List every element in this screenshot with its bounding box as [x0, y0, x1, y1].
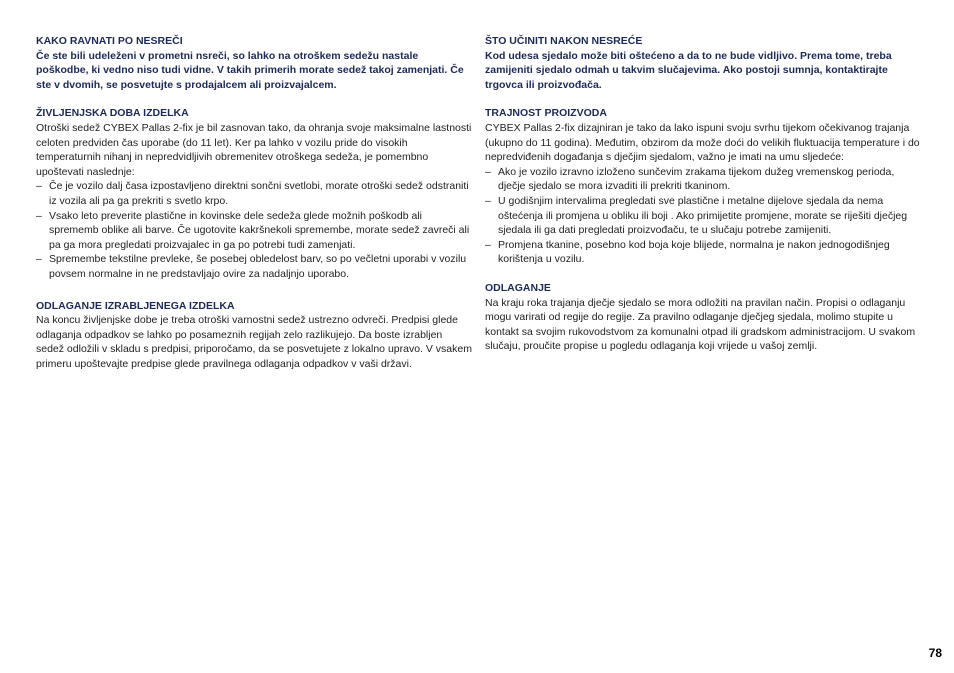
- list-item: – U godišnjim intervalima pregledati sve plastične i metalne dijelove sjedala da nema oštećenja ili promjena u obliku ili boji . Ako primijetite promjene, morate se riješiti dječjeg sjedala ili ga dati pregledati proizvođaču, te u slučaju potrebe zamijeniti.: [485, 194, 921, 238]
- right-column-croatian: [485, 34, 921, 368]
- section-text-bold: Kod udesa sjedalo može biti oštećeno a da to ne bude vidljivo. Prema tome, treba zamijeniti sjedalo odmah u takvim slučajevima. Ako postoji sumnja, kontaktirajte trgovca ili proizvođača.: [485, 49, 892, 91]
- section-heading: ŠTO UČINITI NAKON NESREĆE: [485, 35, 643, 47]
- list-item: – Vsako leto preverite plastične in kovinske dele sedeža glede možnih poškodb ali sprememb oblike ali barve. Če ugotovite kakršnekoli spremembe, morate sedež zavreči ali pa ga mora pregledati proizvajalec in ga po potrebi tudi zamenjati.: [36, 209, 472, 253]
- list-item: – Promjena tkanine, posebno kod boja koje blijede, normalna je nakon jednogodišnjeg korištenja u vozilu.: [485, 238, 921, 267]
- bullet-list: [485, 165, 921, 267]
- section-heading: ŽIVLJENJSKA DOBA IZDELKA: [36, 107, 189, 120]
- list-item: – Če je vozilo dalj časa izpostavljeno direktni sončni svetlobi, morate otroški sedež odstraniti iz vozila ali pa ga prekriti s svetlo krpo.: [36, 179, 472, 208]
- section-heading: ODLAGANJE: [485, 281, 551, 294]
- list-item: – Spremembe tekstilne prevleke, še posebej obledelost barv, so po večletni uporabi v vozilu povsem normalne in ne predstavljajo ovire za nadaljnjo uporabo.: [36, 252, 472, 281]
- section-text: Otroški sedež CYBEX Pallas 2-fix je bil zasnovan tako, da ohranja svoje maksimalne lastnosti celoten predviden čas uporabe (do 11 let). Ker pa lahko v vozilu pride do visokih temperaturnih nihanj in nepredvidljivih obremenitev otroškega sedeža, je pomembno upoštevati naslednje:: [36, 121, 472, 178]
- section-text: CYBEX Pallas 2-fix dizajniran je tako da lako ispuni svoju svrhu tijekom očekivanog trajanja (ukupno do 11 godina). Međutim, obzirom da može doći do velikih fluktuacija temperature i do nepredviđenih događanja s dječjim sjedalom, važno je imati na umu sljedeće:: [485, 121, 920, 164]
- section-disposal-hr: [485, 281, 921, 354]
- left-column-slovenian: [36, 34, 472, 385]
- section-lifespan-sl: [36, 106, 472, 281]
- section-accident-sl: [36, 34, 472, 92]
- section-durability-hr: [485, 106, 921, 267]
- section-disposal-sl: [36, 299, 472, 372]
- section-heading: TRAJNOST PROIZVODA: [485, 107, 607, 120]
- list-item: – Ako je vozilo izravno izloženo sunčevim zrakama tijekom dužeg vremenskog perioda, dječje sjedalo se mora izvaditi ili prekriti tkaninom.: [485, 165, 921, 194]
- section-text: Na kraju roka trajanja dječje sjedalo se mora odložiti na pravilan način. Propisi o odlaganju mogu varirati od regije do regije. Za pravilno odlaganje dječjeg sjedala, molimo stupite u kontakt sa svojim rukovodstvom za komunalni otpad ili gradskom administracijom. U svakom slučaju, proučite propise u pogledu odlaganja koji vrijede u vašoj zemlji.: [485, 296, 916, 353]
- bullet-list: [36, 179, 472, 281]
- section-heading: KAKO RAVNATI PO NESREČI: [36, 35, 183, 47]
- section-text: Na koncu življenjske dobe je treba otroški varnostni sedež ustrezno odvreči. Predpisi glede odlaganja odpadkov se lahko po posameznih regijah zelo razlikujejo. Da boste izrabljen sedež odložili v skladu s predpisi, priporočamo, da se posvetujete z lokalno upravo. V vsakem primeru upoštevajte predpise glede pravilnega odlaganja odpadkov v vaši državi.: [36, 314, 472, 370]
- section-heading: ODLAGANJE IZRABLJENEGA IZDELKA: [36, 299, 235, 312]
- section-accident-hr: [485, 34, 921, 92]
- page-number: 78: [928, 646, 942, 660]
- section-text-bold: Če ste bili udeleženi v prometni nsreči, so lahko na otroškem sedežu nastale poškodbe, ki vedno niso tudi vidne. V takih primerih morate sedež takoj zamenjati. Če ste v dvomih, se posvetujte s prodajalcem ali proizvajalcem.: [36, 49, 464, 91]
